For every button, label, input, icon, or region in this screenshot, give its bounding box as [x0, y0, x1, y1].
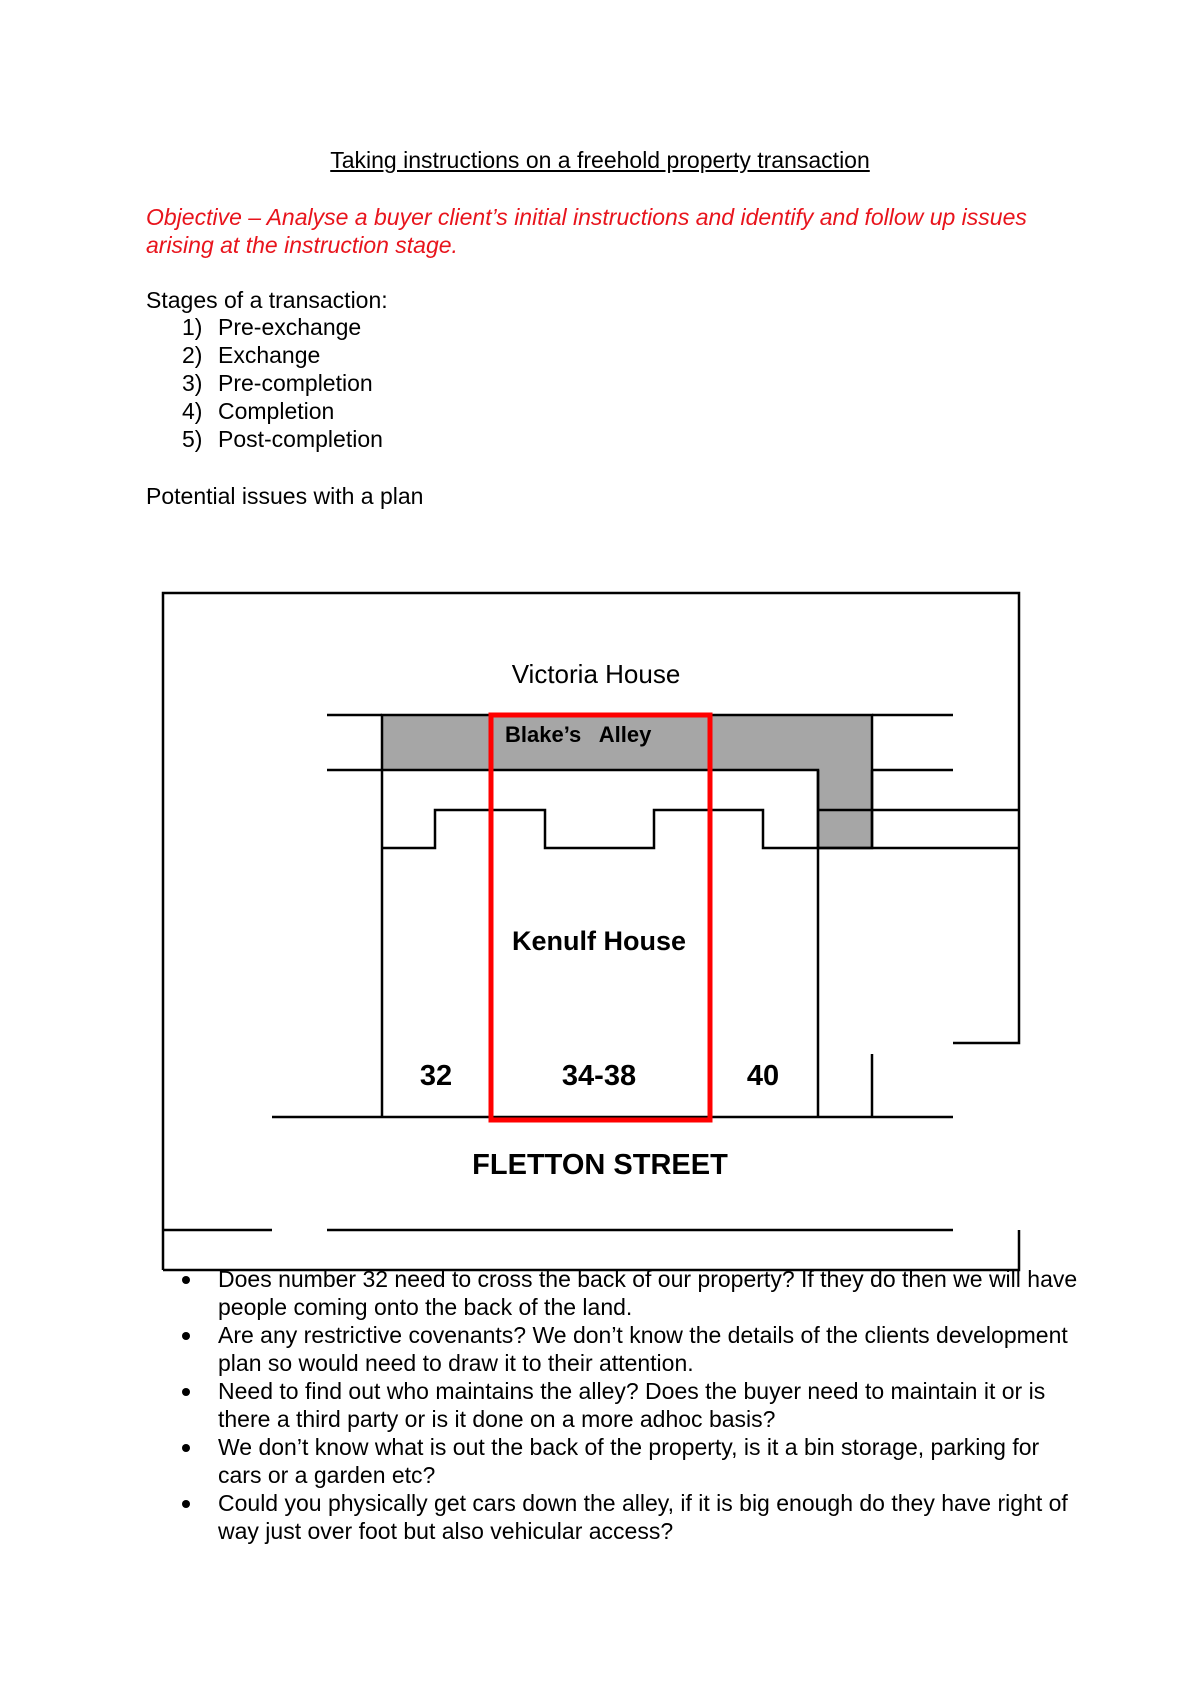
objective-text: Objective – Analyse a buyer client’s initial instructions and identify and follow up issues arising at the instruction stage.	[146, 204, 1027, 258]
kenulf-house-label: Kenulf House	[511, 926, 687, 956]
number-40-label: 40	[746, 1060, 780, 1092]
stage-number: 2)	[182, 342, 203, 368]
issues-list	[146, 1265, 1086, 1545]
stage-label: Completion	[218, 398, 335, 424]
issue-item	[146, 1321, 1086, 1377]
stage-number: 3)	[182, 370, 203, 396]
plan-heading: Potential issues with a plan	[146, 483, 424, 509]
stage-number: 4)	[182, 398, 203, 424]
issue-item	[146, 1489, 1086, 1545]
number-32-label: 32	[419, 1060, 453, 1092]
blakes-alley-label: Blake’s Alley	[505, 722, 652, 747]
stage-label: Pre-completion	[218, 370, 373, 396]
issue-item	[146, 1265, 1086, 1321]
document-title: Taking instructions on a freehold property transaction	[330, 147, 870, 173]
stage-label: Exchange	[218, 342, 321, 368]
issue-text: Could you physically get cars down the alley, if it is big enough do they have right of way just over foot but also vehicular access?	[218, 1490, 1068, 1544]
fletton-street-label: FLETTON STREET	[472, 1149, 728, 1181]
issue-item	[146, 1433, 1086, 1489]
issue-item	[146, 1377, 1086, 1433]
issue-text: We don’t know what is out the back of the property, is it a bin storage, parking for cars or a garden etc?	[218, 1434, 1040, 1488]
stage-label: Pre-exchange	[218, 314, 362, 340]
victoria-house-label: Victoria House	[511, 659, 681, 689]
issue-text: Are any restrictive covenants? We don’t know the details of the clients development plan so would need to draw it to their attention.	[218, 1322, 1068, 1376]
number-34-38-label: 34-38	[561, 1060, 637, 1092]
stage-number: 5)	[182, 426, 203, 452]
bullet-icon	[182, 1276, 190, 1284]
stages-heading: Stages of a transaction:	[146, 287, 388, 313]
bullet-icon	[182, 1500, 190, 1508]
bullet-icon	[182, 1332, 190, 1340]
stage-label: Post-completion	[218, 426, 383, 452]
stage-number: 1)	[182, 314, 203, 340]
issue-text: Does number 32 need to cross the back of our property? If they do then we will have people coming onto the back of the land.	[218, 1266, 1078, 1320]
bullet-icon	[182, 1388, 190, 1396]
bullet-icon	[182, 1444, 190, 1452]
issue-text: Need to find out who maintains the alley? Does the buyer need to maintain it or is there a third party or is it done on a more adhoc basis?	[218, 1378, 1046, 1432]
